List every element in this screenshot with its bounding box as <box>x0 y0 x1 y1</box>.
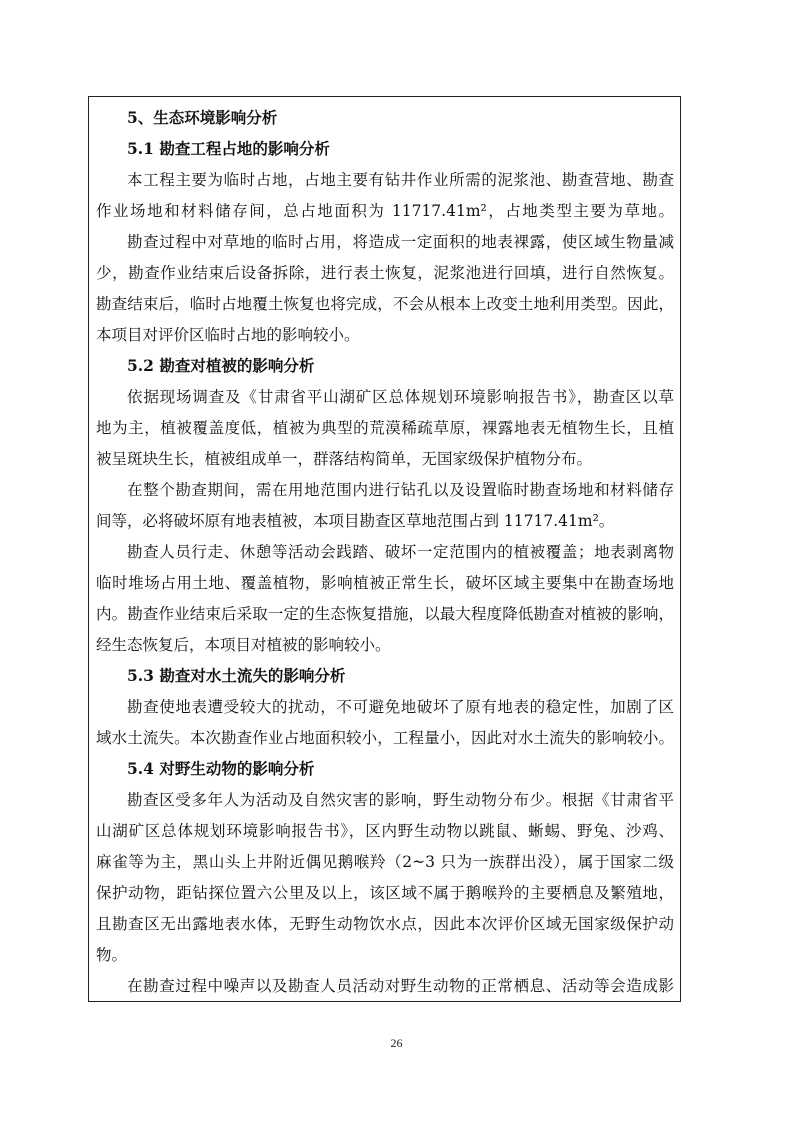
paragraph-line: 在勘查过程中噪声以及勘查人员活动对野生动物的正常栖息、活动等会造成影 <box>127 977 674 995</box>
paragraph-line: 山湖矿区总体规划环境影响报告书》，区内野生动物以跳鼠、蜥蜴、野兔、沙鸡、 <box>96 822 674 840</box>
paragraph-line: 本项目对评价区临时占地的影响较小。 <box>96 326 360 344</box>
paragraph-line: 勘查区受多年人为活动及自然灾害的影响，野生动物分布少。根据《甘肃省平 <box>127 791 674 809</box>
paragraph-line: 保护动物，距钻探位置六公里及以上，该区域不属于鹅喉羚的主要栖息及繁殖地， <box>96 884 674 902</box>
paragraph-line: 间等，必将破坏原有地表植被，本项目勘查区草地范围占到 11717.41m²。 <box>96 512 615 530</box>
paragraph-line: 依据现场调查及《甘肃省平山湖矿区总体规划环境影响报告书》，勘查区以草 <box>127 388 674 406</box>
subsection-heading: 5.2 勘查对植被的影响分析 <box>127 356 315 375</box>
paragraph-line: 被呈斑块生长，植被组成单一，群落结构简单，无国家级保护植物分布。 <box>96 450 593 468</box>
paragraph-line: 少，勘查作业结束后设备拆除，进行表土恢复，泥浆池进行回填，进行自然恢复。 <box>96 264 674 282</box>
section-heading: 5、生态环境影响分析 <box>127 108 278 127</box>
paragraph-line: 麻雀等为主，黑山头上井附近偶见鹅喉羚（2~3 只为一族群出没），属于国家二级 <box>96 853 674 871</box>
paragraph-line: 勘查使地表遭受较大的扰动，不可避免地破坏了原有地表的稳定性，加剧了区 <box>127 698 674 716</box>
paragraph-line: 勘查结束后，临时占地覆土恢复也将完成，不会从根本上改变土地利用类型。因此， <box>96 295 674 313</box>
page-number: 26 <box>390 1036 403 1050</box>
paragraph-line: 地为主，植被覆盖度低，植被为典型的荒漠稀疏草原，裸露地表无植物生长，且植 <box>96 419 674 437</box>
paragraph-line: 且勘查区无出露地表水体，无野生动物饮水点，因此本次评价区域无国家级保护动 <box>96 915 674 933</box>
paragraph-line: 临时堆场占用土地、覆盖植物，影响植被正常生长，破坏区域主要集中在勘查场地 <box>96 574 674 592</box>
paragraph-line: 本工程主要为临时占地，占地主要有钻井作业所需的泥浆池、勘查营地、勘查 <box>127 171 674 189</box>
subsection-heading: 5.3 勘查对水土流失的影响分析 <box>127 666 346 685</box>
subsection-heading: 5.4 对野生动物的影响分析 <box>127 759 315 778</box>
subsection-heading: 5.1 勘查工程占地的影响分析 <box>127 139 330 158</box>
paragraph-line: 作业场地和材料储存间，总占地面积为 11717.41m²，占地类型主要为草地。 <box>96 202 674 220</box>
paragraph-line: 经生态恢复后，本项目对植被的影响较小。 <box>96 636 391 654</box>
paragraph-line: 物。 <box>96 946 128 964</box>
paragraph-line: 勘查人员行走、休憩等活动会践踏、破坏一定范围内的植被覆盖；地表剥离物 <box>127 543 674 561</box>
paragraph-line: 勘查过程中对草地的临时占用，将造成一定面积的地表裸露，使区域生物量减 <box>127 233 674 251</box>
paragraph-line: 在整个勘查期间，需在用地范围内进行钻孔以及设置临时勘查场地和材料储存 <box>127 481 674 499</box>
paragraph-line: 内。勘查作业结束后采取一定的生态恢复措施，以最大程度降低勘查对植被的影响， <box>96 605 674 623</box>
paragraph-line: 域水土流失。本次勘查作业占地面积较小，工程量小，因此对水土流失的影响较小。 <box>96 729 674 747</box>
